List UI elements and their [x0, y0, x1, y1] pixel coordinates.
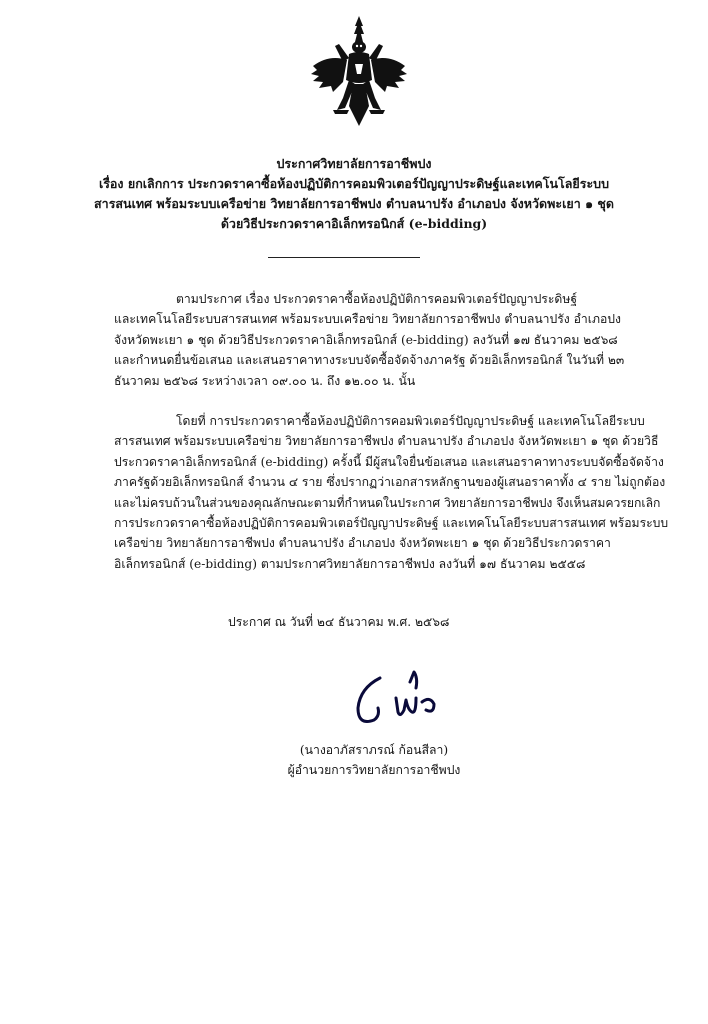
announcement-date: ประกาศ ณ วันที่ ๒๔ ธันวาคม พ.ศ. ๒๕๖๘: [228, 615, 450, 629]
paragraph-line: ประกวดราคาอิเล็กทรอนิกส์ (e-bidding) ครั้งนี้ มีผู้สนใจยื่นข้อเสนอ และเสนอราคาทางระบบจัดซื้อจัดจ้าง: [114, 454, 664, 469]
signer-position: ผู้อำนวยการวิทยาลัยการอาชีพปง: [287, 763, 461, 777]
announcement-subject-line: เรื่อง ยกเลิกการ ประกวดราคาซื้อห้องปฏิบัติการคอมพิวเตอร์ปัญญาประดิษฐ์และเทคโนโลยีระบบ: [98, 176, 610, 191]
announcement-org-title: ประกาศวิทยาลัยการอาชีพปง: [276, 156, 432, 171]
paragraph-line: โดยที่ การประกวดราคาซื้อห้องปฏิบัติการคอมพิวเตอร์ปัญญาประดิษฐ์ และเทคโนโลยีระบบ: [176, 414, 645, 428]
paragraph-line: และไม่ครบถ้วนในส่วนของคุณลักษณะตามที่กำหนดในประกาศ วิทยาลัยการอาชีพปง จึงเห็นสมควรยกเลิก: [114, 495, 661, 510]
signer-block: [264, 740, 484, 780]
paragraph-line: และเทคโนโลยีระบบสารสนเทศ พร้อมระบบเครือข่าย วิทยาลัยการอาชีพปง ตำบลนาปรัง อำเภอปง: [114, 312, 621, 327]
paragraph-line: เครือข่าย วิทยาลัยการอาชีพปง ตำบลนาปรัง อำเภอปง จังหวัดพะเยา ๑ ชุด ด้วยวิธีประกวดราคา: [114, 536, 611, 551]
paragraph-line: ธันวาคม ๒๕๖๘ ระหว่างเวลา ๐๙.๐๐ น. ถึง ๑๒.๐๐ น. นั้น: [114, 373, 416, 388]
signer-name: (นางอาภัสราภรณ์ ก้อนสีลา): [299, 743, 449, 757]
paragraph-line: ภาครัฐด้วยอิเล็กทรอนิกส์ จำนวน ๔ ราย ซึ่งปรากฏว่าเอกสารหลักฐานของผู้เสนอราคาทั้ง ๔ ราย ไม่ถูกต้อง: [114, 475, 666, 490]
handwritten-signature: [350, 668, 450, 730]
body-paragraph-1: [114, 289, 638, 391]
announcement-header: [40, 154, 668, 234]
paragraph-line: การประกวดราคาซื้อห้องปฏิบัติการคอมพิวเตอร์ปัญญาประดิษฐ์ และเทคโนโลยีระบบสารสนเทศ พร้อมระบบ: [114, 516, 669, 531]
garuda-emblem-icon: [309, 14, 409, 134]
body-paragraph-2: [114, 411, 669, 574]
announcement-subject-line: สารสนเทศ พร้อมระบบเครือข่าย วิทยาลัยการอาชีพปง ตำบลนาปรัง อำเภอปง จังหวัดพะเยา ๑ ชุด: [94, 196, 614, 211]
paragraph-line: และกำหนดยื่นข้อเสนอ และเสนอราคาทางระบบจัดซื้อจัดจ้างภาครัฐ ด้วยอิเล็กทรอนิกส์ ในวันที่ ๒๓: [114, 353, 625, 368]
announcement-subject-line: ด้วยวิธีประกวดราคาอิเล็กทรอนิกส์ (e-bidding): [220, 216, 488, 231]
paragraph-line: สารสนเทศ พร้อมระบบเครือข่าย วิทยาลัยการอาชีพปง ตำบลนาปรัง อำเภอปง จังหวัดพะเยา ๑ ชุด ด้วยวิธี: [114, 434, 659, 449]
paragraph-line: ตามประกาศ เรื่อง ประกวดราคาซื้อห้องปฏิบัติการคอมพิวเตอร์ปัญญาประดิษฐ์: [176, 292, 578, 306]
paragraph-line: อิเล็กทรอนิกส์ (e-bidding) ตามประกาศวิทยาลัยการอาชีพปง ลงวันที่ ๑๗ ธันวาคม ๒๕๕๘: [114, 556, 586, 571]
paragraph-line: จังหวัดพะเยา ๑ ชุด ด้วยวิธีประกวดราคาอิเล็กทรอนิกส์ (e-bidding) ลงวันที่ ๑๗ ธันวาคม ๒๕๖๘: [114, 332, 618, 347]
header-divider: [268, 257, 420, 258]
